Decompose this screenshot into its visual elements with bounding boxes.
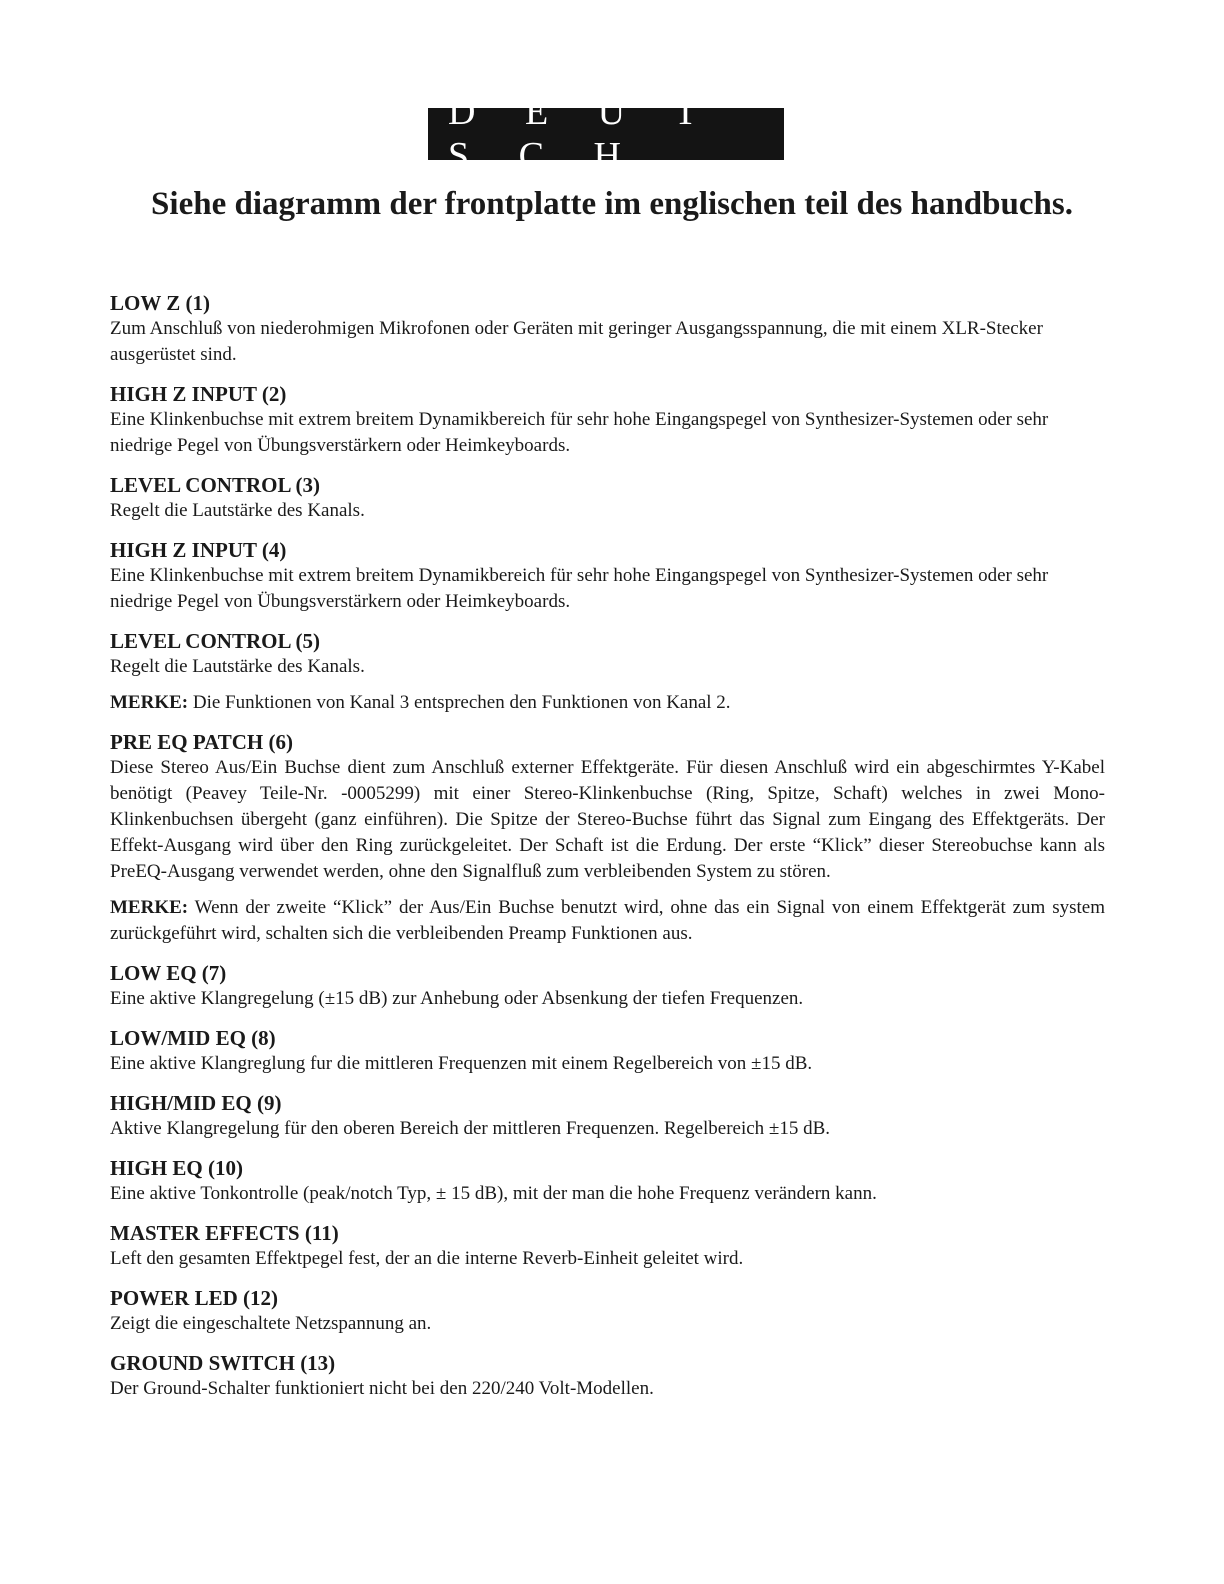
- section-body: Der Ground-Schalter funktioniert nicht bei den 220/240 Volt-Modellen.: [110, 1378, 654, 1399]
- section-heading: HIGH Z INPUT (2): [110, 382, 287, 406]
- section-heading: LOW Z (1): [110, 291, 210, 315]
- section-body: Regelt die Lautstärke des Kanals.: [110, 500, 365, 521]
- section-master-effects: [110, 1220, 1105, 1272]
- section-ground-switch: [110, 1350, 1105, 1402]
- section-note: [110, 895, 1105, 947]
- section-power-led: [110, 1285, 1105, 1337]
- section-low-z: [110, 290, 1105, 368]
- section-body: Zeigt die eingeschaltete Netzspannung an.: [110, 1313, 432, 1334]
- section-high-mid-eq: [110, 1090, 1105, 1142]
- section-heading: PRE EQ PATCH (6): [110, 730, 293, 754]
- section-body: Eine aktive Klangregelung (±15 dB) zur Anhebung oder Absenkung der tiefen Frequenzen.: [110, 988, 804, 1009]
- section-heading: HIGH/MID EQ (9): [110, 1091, 282, 1115]
- note-text: Die Funktionen von Kanal 3 entsprechen den Funktionen von Kanal 2.: [188, 692, 731, 713]
- section-body: Zum Anschluß von niederohmigen Mikrofonen oder Geräten mit geringer Ausgangsspannung, die mit einem XLR-Stecker ausgerüstet sind.: [110, 318, 1043, 365]
- section-high-z-input-4: [110, 537, 1105, 615]
- section-heading: POWER LED (12): [110, 1286, 278, 1310]
- section-body: Left den gesamten Effektpegel fest, der an die interne Reverb-Einheit geleitet wird.: [110, 1248, 744, 1269]
- section-heading: LEVEL CONTROL (5): [110, 629, 321, 653]
- section-body: Regelt die Lautstärke des Kanals.: [110, 656, 365, 677]
- section-body: Eine aktive Klangreglung fur die mittleren Frequenzen mit einem Regelbereich von ±15 dB.: [110, 1053, 813, 1074]
- section-heading: HIGH Z INPUT (4): [110, 538, 287, 562]
- section-level-control-5: [110, 628, 1105, 716]
- section-heading: LOW EQ (7): [110, 961, 227, 985]
- section-note: [110, 690, 1105, 716]
- section-low-eq: [110, 960, 1105, 1012]
- note-label: MERKE:: [110, 692, 189, 713]
- note-label: MERKE:: [110, 897, 189, 918]
- section-heading: GROUND SWITCH (13): [110, 1351, 336, 1375]
- section-heading: MASTER EFFECTS (11): [110, 1221, 339, 1245]
- section-body: Eine aktive Tonkontrolle (peak/notch Typ, ± 15 dB), mit der man die hohe Frequenz verändern kann.: [110, 1183, 877, 1204]
- section-body: Diese Stereo Aus/Ein Buchse dient zum Anschluß externer Effektgeräte. Für diesen Anschluß wird ein abgeschirmtes Y-Kabel benötigt (Peavey Teile-Nr. -0005299) mit einer Stereo-Klinkenbuchse (Ring, Spitze, Schaft) welches in zwei Mono-Klinkenbuchsen übergeht (ganz einführen). Die Spitze der Stereo-Buchse führt das Signal zum Eingang des Effektgeräts. Der Effekt-Ausgang wird über den Ring zurückgeleitet. Der Schaft ist die Erdung. Der erste “Klick” dieser Stereobuchse kann als PreEQ-Ausgang verwendet werden, ohne den Signalfluß zum verbleibenden System zu stören.: [110, 757, 1105, 882]
- page-subtitle: Siehe diagramm der frontplatte im englischen teil des handbuchs.: [151, 186, 1073, 222]
- section-heading: LOW/MID EQ (8): [110, 1026, 276, 1050]
- section-pre-eq-patch: [110, 729, 1105, 947]
- section-high-z-input-2: [110, 381, 1105, 459]
- section-body: Eine Klinkenbuchse mit extrem breitem Dynamikbereich für sehr hohe Eingangspegel von Synthesizer-Systemen oder sehr niedrige Pegel von Übungsverstärkern oder Heimkeyboards.: [110, 565, 1049, 612]
- section-low-mid-eq: [110, 1025, 1105, 1077]
- section-heading: HIGH EQ (10): [110, 1156, 244, 1180]
- feature-list: [110, 290, 1105, 1415]
- section-heading: LEVEL CONTROL (3): [110, 473, 321, 497]
- section-body: Aktive Klangregelung für den oberen Bereich der mittleren Frequenzen. Regelbereich ±15 dB.: [110, 1118, 831, 1139]
- section-body: Eine Klinkenbuchse mit extrem breitem Dynamikbereich für sehr hohe Eingangspegel von Synthesizer-Systemen oder sehr niedrige Pegel von Übungsverstärkern oder Heimkeyboards.: [110, 409, 1049, 456]
- note-text: Wenn der zweite “Klick” der Aus/Ein Buchse benutzt wird, ohne das ein Signal von einem Effektgerät zum system zurückgeführt wird, schalten sich die verbleibenden Preamp Funktionen aus.: [110, 897, 1105, 944]
- language-banner: D E U T S C H: [428, 108, 784, 160]
- section-high-eq: [110, 1155, 1105, 1207]
- section-level-control-3: [110, 472, 1105, 524]
